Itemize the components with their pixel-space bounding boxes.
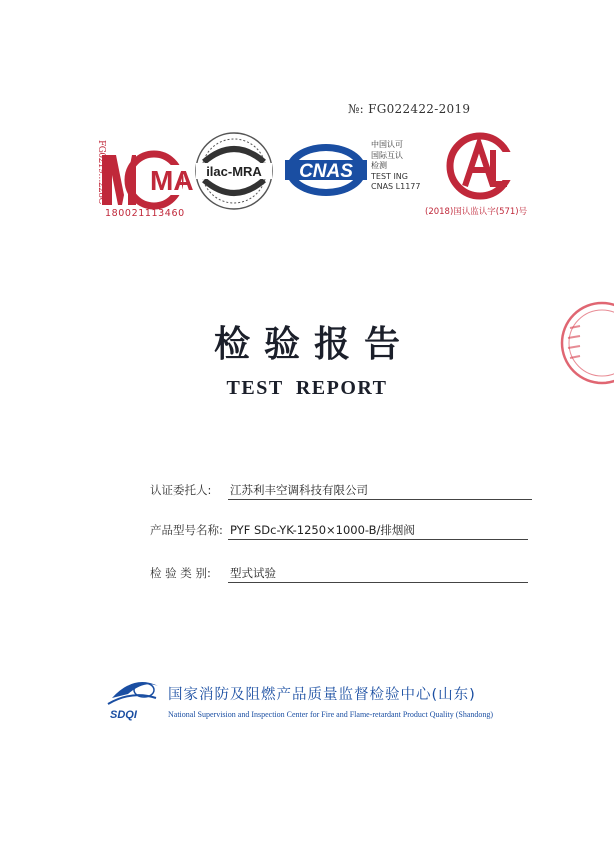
underline — [228, 499, 532, 500]
organization-name-cn: 国家消防及阻燃产品质量监督检验中心(山东) — [168, 687, 476, 703]
cnas-logo — [283, 140, 369, 200]
report-number: №: FG022422-2019 — [348, 102, 471, 116]
report-title-cn: 检验报告 — [213, 324, 414, 365]
cnas-letters: CNAS — [299, 161, 353, 182]
cnas-accreditation-text — [371, 140, 420, 193]
ilac-text: ilac-MRA — [206, 164, 262, 179]
organization-name-en: National Supervision and Inspection Center for Fire and Flame-retardant Product Quality (Shandong) — [168, 710, 494, 719]
cnas-line: CNAS L1177 — [371, 182, 421, 191]
inspection-type-value: 型式试验 — [230, 566, 276, 580]
cma-letters: MA — [150, 165, 194, 196]
cma-side-code: FG0219…228C — [96, 140, 106, 204]
cnas-line: TEST ING — [371, 171, 408, 181]
stamp-seal — [540, 298, 614, 388]
client-value: 江苏利丰空调科技有限公司 — [230, 483, 368, 497]
cal-logo — [441, 130, 519, 202]
product-label: 产品型号名称: — [150, 523, 223, 537]
underline — [228, 582, 528, 583]
product-value: PYF SDc-YK-1250×1000-B/排烟阀 — [230, 523, 415, 537]
cnas-line: 检测 — [371, 161, 387, 170]
ilac-mra-logo — [192, 128, 276, 214]
client-label: 认证委托人: — [150, 483, 212, 497]
cal-caption: (2018)国认监认字(571)号 — [425, 207, 528, 217]
underline — [228, 539, 528, 540]
inspection-type-label: 检 验 类 别: — [150, 566, 211, 580]
report-title-en: TEST REPORT — [226, 377, 388, 399]
cma-number: 180021113460 — [105, 208, 185, 219]
cnas-line: 中国认可 — [371, 140, 403, 149]
cnas-line: 国际互认 — [371, 150, 403, 160]
sdqi-logo — [104, 676, 164, 720]
sdqi-text: SDQI — [110, 709, 137, 721]
